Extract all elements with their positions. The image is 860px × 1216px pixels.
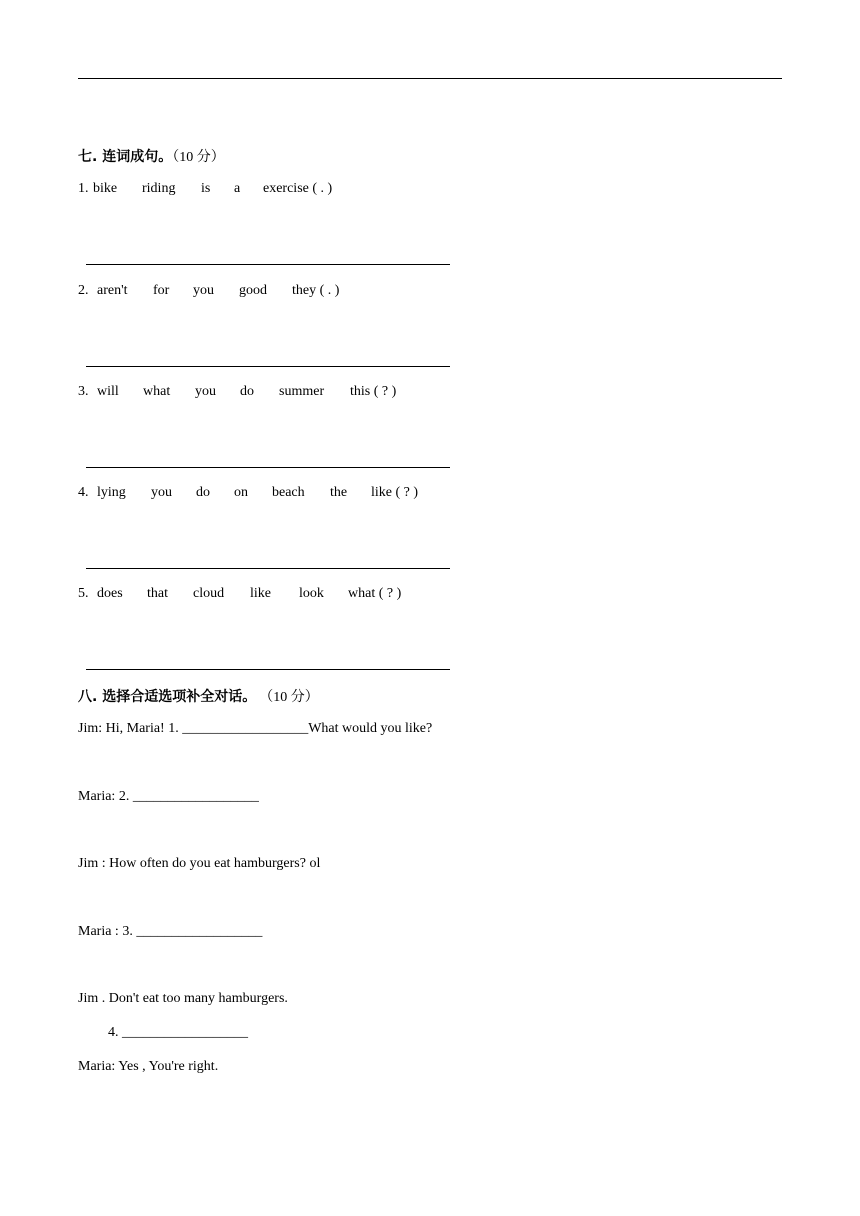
question-word: bike xyxy=(93,181,118,196)
question-number: 1. xyxy=(78,181,89,196)
answer-line-1[interactable] xyxy=(86,264,450,265)
dialogue-line-3: Jim : How often do you eat hamburgers? ol xyxy=(78,856,321,871)
dialogue-line-1: Jim: Hi, Maria! 1. __________________What would you like? xyxy=(78,721,433,736)
question-word: that xyxy=(147,586,168,601)
section-8-title: 八. 选择合适选项补全对话。 xyxy=(78,689,257,705)
question-number: 3. xyxy=(78,384,89,399)
question-number: 5. xyxy=(78,586,89,601)
question-word: what ( ? ) xyxy=(348,586,402,601)
section-7-score: （10 分） xyxy=(172,150,225,165)
question-number: 4. xyxy=(78,485,89,500)
question-word: a xyxy=(234,181,241,196)
question-word: like xyxy=(250,586,271,601)
question-word: good xyxy=(239,283,267,298)
question-word: what xyxy=(143,384,171,399)
question-word: look xyxy=(299,586,324,601)
question-word: is xyxy=(201,181,211,196)
section-7-title: 七. 连词成句。 xyxy=(78,149,173,165)
answer-line-5[interactable] xyxy=(86,669,450,670)
header-rule xyxy=(78,78,782,79)
question-word: the xyxy=(330,485,348,500)
answer-line-4[interactable] xyxy=(86,568,450,569)
question-word: do xyxy=(196,485,210,500)
answer-line-2[interactable] xyxy=(86,366,450,367)
question-word: exercise ( . ) xyxy=(263,181,333,196)
question-word: lying xyxy=(97,485,126,500)
dialogue-line-4: Maria : 3. __________________ xyxy=(78,924,263,939)
question-word: do xyxy=(240,384,254,399)
dialogue-line-7: Maria: Yes , You're right. xyxy=(78,1059,219,1074)
question-word: summer xyxy=(279,384,325,399)
question-word: cloud xyxy=(193,586,225,601)
dialogue-line-2: Maria: 2. __________________ xyxy=(78,789,259,804)
question-word: this ( ? ) xyxy=(350,384,397,399)
question-word: will xyxy=(97,384,119,399)
question-number: 2. xyxy=(78,283,89,298)
question-word: they ( . ) xyxy=(292,283,340,298)
question-word: you xyxy=(195,384,216,399)
section-7-heading xyxy=(78,146,225,166)
question-word: does xyxy=(97,586,123,601)
dialogue-line-6: 4. __________________ xyxy=(108,1025,248,1040)
answer-line-3[interactable] xyxy=(86,467,450,468)
question-word: you xyxy=(151,485,172,500)
question-word: beach xyxy=(272,485,305,500)
question-word: on xyxy=(234,485,248,500)
section-8-heading xyxy=(78,686,319,706)
question-word: like ( ? ) xyxy=(371,485,419,500)
dialogue-line-5: Jim . Don't eat too many hamburgers. xyxy=(78,991,288,1006)
question-word: you xyxy=(193,283,214,298)
question-word: for xyxy=(153,283,170,298)
section-8-score: （10 分） xyxy=(266,690,319,705)
question-word: riding xyxy=(142,181,176,196)
question-word: aren't xyxy=(97,283,128,298)
